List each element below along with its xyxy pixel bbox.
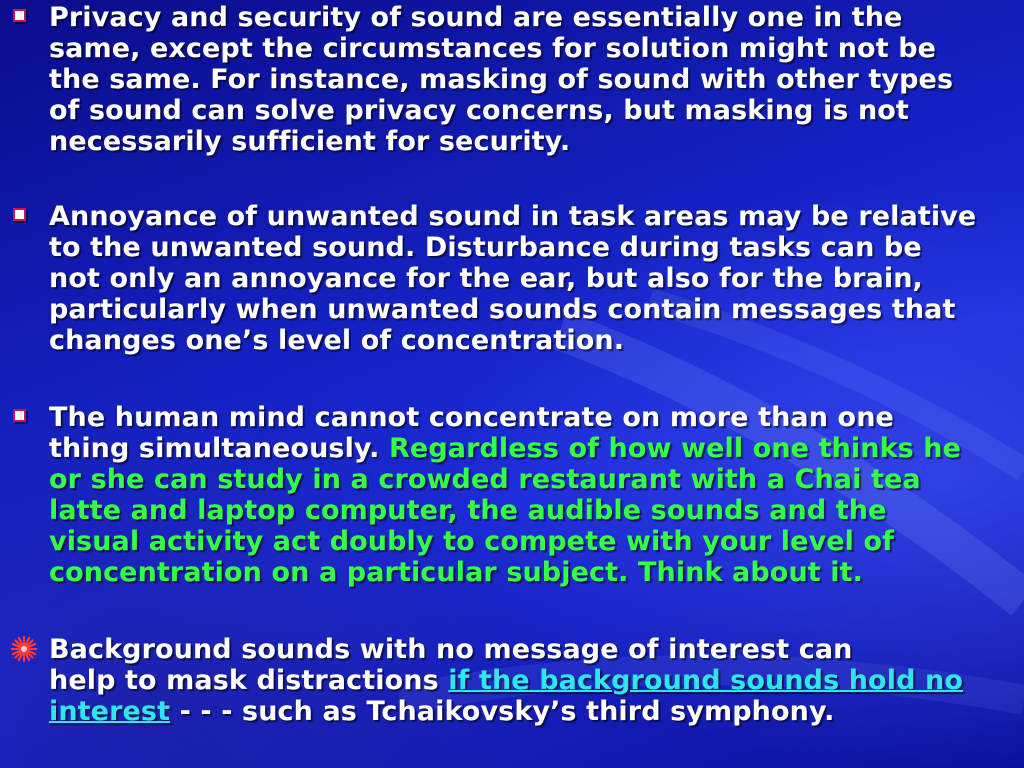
bullet-text-green: Regardless of how well one thinks he or she can study in a crowded restaurant with a Chai tea latte and laptop computer, the audible sounds and the visual activity act doubly to compete with your level of concentration on a particular subject. Think about it. [49,433,962,588]
bullet-text: Privacy and security of sound are essentially one in the same, except the circumstances for solution might not be the same. For instance, masking of sound with other types of sound can solve privacy concerns, but masking is not necessarily sufficient for security. [49,2,954,157]
square-bullet-icon [13,208,26,221]
square-bullet-icon [13,9,26,22]
hyperlink-background-sounds[interactable]: if the background sounds hold no interest [49,665,963,727]
bullet-text [49,634,1014,727]
bullet-text: Annoyance of unwanted sound in task areas may be relative to the unwanted sound. Disturbance during tasks can be not only an annoyance for the ear, but also for the brain, particularly when unwanted sounds contain messages that changes one’s level of concentration. [49,201,977,356]
bullet-text-white: The human mind cannot concentrate on more than one thing simultaneously. [49,402,894,464]
square-bullet-icon [13,409,26,422]
bullet-text-white: Background sounds with no message of interest can help to mask distractions [49,634,853,696]
bullet-text-white-end: - - - such as Tchaikovsky’s third symphony. [170,696,835,727]
star-bullet-icon [10,635,38,663]
bullet-text [49,402,1014,588]
